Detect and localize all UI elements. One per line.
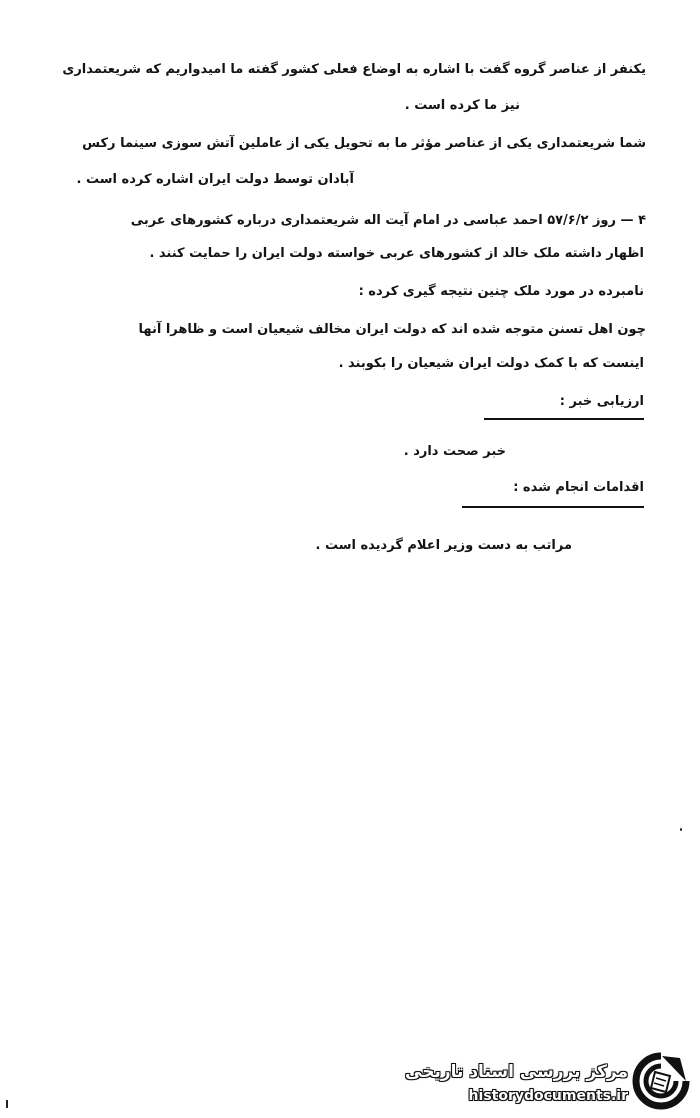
doc-line-9: اینست که با کمک دولت ایران شیعیان را بکوبند .: [338, 356, 644, 371]
doc-line-4: آبادان توسط دولت ایران اشاره کرده است .: [76, 172, 354, 187]
archive-seal-logo: [632, 1052, 690, 1110]
doc-line-1: یکنفر از عناصر گروه گفت با اشاره به اوضاع فعلی کشور گفته ما امیدواریم که شریعتمداری: [62, 62, 646, 77]
archive-watermark: [405, 1050, 690, 1112]
watermark-title: مرکز بررسی اسناد تاریخی: [405, 1062, 628, 1082]
scan-speck: [6, 1100, 8, 1108]
watermark-url: historydocuments.ir: [468, 1088, 628, 1104]
heading-actions: اقدامات انجام شده :: [513, 480, 644, 495]
heading-actions-underline: [462, 506, 644, 508]
doc-line-2: نیز ما کرده است .: [404, 98, 520, 113]
heading-assessment-underline: [484, 418, 644, 420]
heading-assessment: ارزیابی خبر :: [559, 394, 644, 409]
doc-line-7: نامبرده در مورد ملک چنین نتیجه گیری کرده :: [358, 284, 644, 299]
doc-line-5: ۴ — روز ۵۷/۶/۲ احمد عباسی در امام آیت اله شریعتمداری درباره کشورهای عربی: [130, 213, 646, 228]
scan-speck: [680, 828, 682, 831]
doc-line-6: اظهار داشته ملک خالد از کشورهای عربی خواسته دولت ایران را حمایت کنند .: [149, 246, 644, 261]
actions-text: مراتب به دست وزیر اعلام گردیده است .: [315, 538, 572, 553]
doc-line-8: چون اهل تسنن متوجه شده اند که دولت ایران مخالف شیعیان است و ظاهرا آنها: [138, 322, 646, 337]
doc-line-3: شما شریعتمداری یکی از عناصر مؤثر ما به تحویل یکی از عاملین آتش سوزی سینما رکس: [82, 136, 646, 151]
assessment-text: خبر صحت دارد .: [403, 444, 506, 459]
